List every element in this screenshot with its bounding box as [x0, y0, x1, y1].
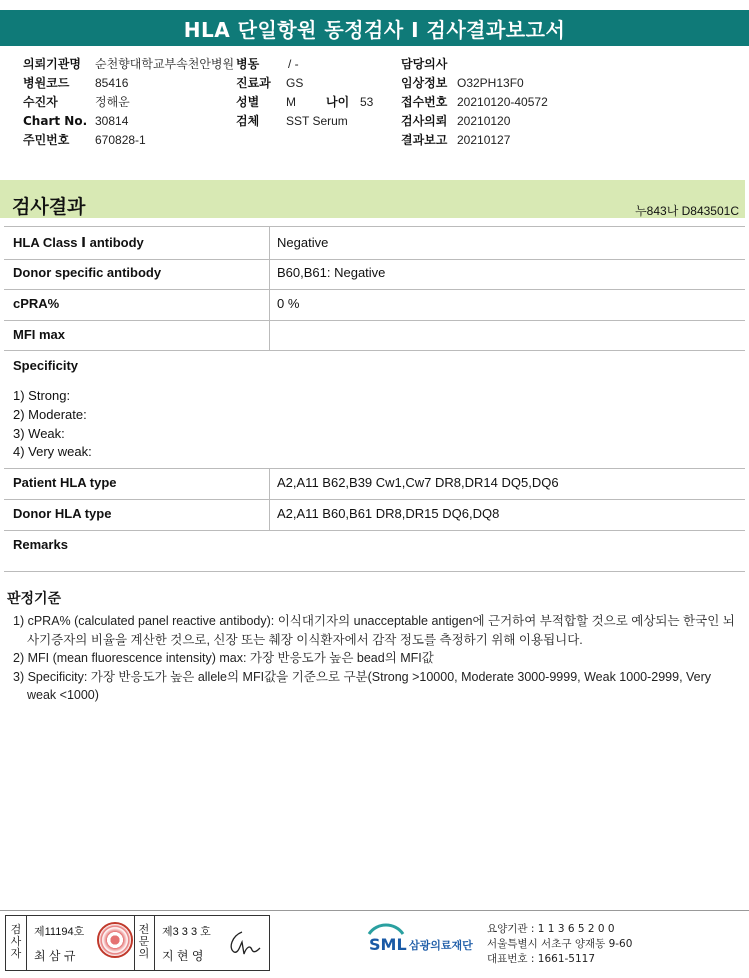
result-row: [4, 499, 745, 531]
examiner-license: 제11194호: [34, 926, 85, 938]
doctor-label: 담당의사: [401, 57, 448, 71]
results-section-code: 누843나 D843501C: [635, 204, 739, 218]
result-row: [4, 289, 745, 321]
report-title: HLA 단일항원 동정검사 I 검사결과보고서: [0, 10, 749, 46]
result-row: [4, 320, 745, 351]
ward-value: / -: [288, 57, 299, 71]
dept-label: 진료과: [236, 76, 271, 90]
criteria-list: [13, 612, 735, 705]
signature-box: [5, 915, 270, 971]
examiner-name: 최 삼 규: [34, 949, 76, 963]
criteria-item: 2) MFI (mean fluorescence intensity) max: 가장 반응도가 높은 bead의 MFI값: [13, 651, 434, 665]
result-row: [4, 468, 745, 500]
foundation-name: 삼광의료재단: [409, 939, 473, 952]
resident-label: 주민번호: [23, 133, 70, 147]
clinical-label: 임상정보: [401, 76, 448, 90]
footer-divider: [0, 910, 749, 911]
specificity-moderate: 2) Moderate:: [13, 407, 87, 422]
result-key: cPRA%: [13, 296, 60, 311]
examiner-vertical-label: 검사자: [10, 923, 22, 960]
result-row: [4, 226, 745, 260]
chart-value: 30814: [95, 114, 129, 128]
patient-info: [0, 0, 749, 160]
specialist-license: 제3 3 3 호: [162, 926, 211, 938]
institution-value: 순천향대학교부속천안병원: [95, 57, 235, 71]
result-key: MFI max: [13, 327, 66, 342]
age-value: 53: [360, 95, 374, 109]
institution-label: 의뢰기관명: [23, 57, 81, 71]
age-label: 나이: [326, 95, 350, 109]
results-section-title: 검사결과: [12, 196, 86, 218]
organization-info: [487, 922, 632, 967]
patient-label: 수진자: [23, 95, 58, 109]
clinical-value: O32PH13F0: [457, 76, 524, 90]
receipt-value: 20210120-40572: [457, 95, 548, 109]
specimen-label: 검체: [236, 114, 260, 128]
resident-value: 670828-1: [95, 133, 146, 147]
chart-label: Chart No.: [23, 114, 88, 128]
request-label: 검사의뢰: [401, 114, 448, 128]
patient-name: 정해운: [95, 95, 130, 109]
criteria-title: 판정기준: [7, 591, 62, 607]
patient-hla-value: A2,A11 B62,B39 Cw1,Cw7 DR8,DR14 DQ5,DQ6: [277, 475, 559, 490]
donor-hla-value: A2,A11 B60,B61 DR8,DR15 DQ6,DQ8: [277, 506, 500, 521]
org-address: 서울특별시 서초구 양재동 9-60: [487, 938, 633, 950]
specimen-value: SST Serum: [286, 114, 348, 128]
specificity-row: [4, 350, 745, 469]
criteria-item: 1) cPRA% (calculated panel reactive antibody): 이식대기자의 unacceptable antigen에 근거하여 부적합할 것으로 예상되는 한국인 뇌사기증자의 비율을 계산한 것으로, 신장 또는 췌장 이식환자에서 감작 정도를 측정하기 위해 이용됩니다.: [13, 614, 735, 647]
specificity-strong: 1) Strong:: [13, 388, 71, 403]
remarks-row: [4, 530, 745, 572]
remarks-label: Remarks: [13, 537, 68, 552]
specialist-signature: [224, 928, 262, 958]
sex-value: M: [286, 95, 296, 109]
receipt-label: 접수번호: [401, 95, 448, 109]
result-value: B60,B61: Negative: [277, 265, 386, 280]
result-key: HLA Class Ⅰ antibody: [13, 235, 144, 250]
results-section-bar: [0, 180, 745, 218]
dept-value: GS: [286, 76, 304, 90]
org-phone: 대표번호 : 1661-5117: [487, 953, 596, 965]
report-date-label: 결과보고: [401, 133, 448, 147]
specialist-name: 지 현 영: [162, 949, 204, 963]
ward-label: 병동: [236, 57, 260, 71]
specialist-vertical-label: 전문의: [138, 923, 150, 960]
examiner-seal: [97, 922, 133, 958]
result-value: Negative: [277, 235, 329, 250]
result-key: Donor specific antibody: [13, 265, 162, 280]
criteria-item: 3) Specificity: 가장 반응도가 높은 allele의 MFI값을 기준으로 구분(Strong >10000, Moderate 3000-9999, Weak 1000-2999, Very weak <1000): [13, 669, 712, 702]
patient-hla-label: Patient HLA type: [13, 475, 117, 490]
specificity-label: Specificity: [13, 358, 79, 373]
result-value: 0 %: [277, 296, 300, 311]
specificity-weak: 3) Weak:: [13, 426, 65, 441]
donor-hla-label: Donor HLA type: [13, 506, 112, 521]
sml-logo: SML: [369, 935, 407, 954]
hospital-code-label: 병원코드: [23, 76, 70, 90]
hospital-code-value: 85416: [95, 76, 129, 90]
report-date-value: 20210127: [457, 133, 511, 147]
sex-label: 성별: [236, 95, 260, 109]
result-row: [4, 258, 745, 290]
org-code: 요양기관 : 1 1 3 6 5 2 0 0: [487, 923, 615, 935]
sml-logo-arc: [365, 922, 407, 936]
request-value: 20210120: [457, 114, 511, 128]
specificity-very-weak: 4) Very weak:: [13, 444, 92, 459]
